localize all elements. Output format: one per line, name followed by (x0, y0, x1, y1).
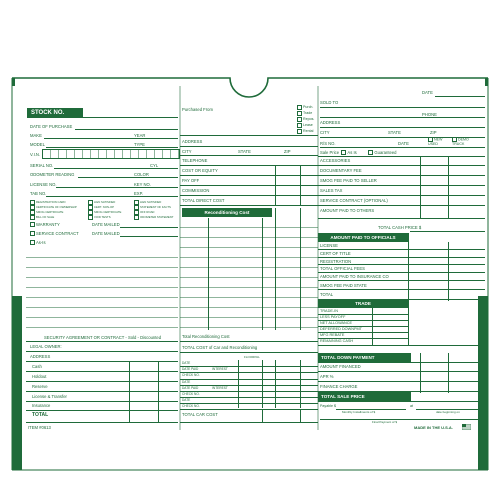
officials-cert-title: CERT OF TITLE (320, 251, 351, 256)
city-label: CITY (320, 130, 330, 135)
sale-amount-paid-others: AMOUNT PAID TO OTHERS (320, 208, 375, 213)
total-direct-cost-label: TOTAL DIRECT COST (182, 198, 225, 203)
rs-date-label: DATE (398, 141, 409, 146)
recon-cost-title: Reconditioning Cost (182, 208, 272, 217)
sale-documentary-fee: DOCUMENTARY FEE (320, 168, 362, 173)
purchased-zip-label: ZIP (284, 149, 291, 154)
purchased-from-label: Purchased From (182, 107, 213, 112)
license-no-label: LICENSE NO. (30, 182, 57, 187)
total-cost-car-recon-label: TOTAL COST of Car and Reconditioning (182, 345, 258, 350)
cyl-label: CYL (150, 163, 159, 168)
year-label: YEAR (134, 133, 146, 138)
finance-charge: FINANCE CHARGE (320, 384, 358, 389)
docs-col-1: REGISTRATION CARD CERTIFICATE OF OWNERSHIP SMOG CERTIFICATE BILL OF SALE (30, 200, 77, 220)
fin-check-2: CHECK NO. (182, 392, 200, 396)
interest-label-1: INTEREST (212, 367, 228, 371)
monthly-label: Monthly Installments of $ (342, 410, 376, 414)
security-row-holdout: Holdout (32, 374, 47, 379)
officials-total-fees: TOTAL OFFICIAL FEES (320, 266, 365, 271)
fin-date-1: DATE (182, 361, 191, 365)
total-cash-price-label: TOTAL CASH PRICE $ (378, 225, 422, 230)
fin-date-paid-1: DATE PAID (182, 367, 199, 371)
sold-to-label: SOLD TO (320, 100, 339, 105)
final-payment-label: Final Payment of $ (372, 420, 398, 424)
vin-label: V.I.N. (30, 152, 41, 157)
officials-insurance: AMOUNT PAID TO INSURANCE CO (320, 274, 389, 279)
date-of-purchase-label: DATE OF PURCHASE (30, 124, 73, 129)
rs-no-label: R/S NO. (320, 141, 336, 146)
officials-title: AMOUNT PAID TO OFFICIALS (318, 233, 408, 242)
as-is-checkbox[interactable]: As-Is (30, 240, 46, 245)
trade-remaining-cash: REMAINING CASH (320, 339, 354, 343)
officials-total: TOTAL (320, 292, 334, 297)
total-recon-label: Total Reconditioning Cost (182, 334, 230, 339)
serial-no-label: SERIAL NO. (30, 163, 54, 168)
legal-owner-label: LEGAL OWNER: (30, 344, 62, 349)
date-mailed-label-1: DATE MAILED (92, 222, 120, 227)
fin-date-paid-2: DATE PAID (182, 386, 199, 390)
state-label: STATE (388, 130, 401, 135)
phone-label: PHONE (422, 112, 437, 117)
item-number: ITEM #0613 (28, 425, 51, 430)
sale-accessories: ACCESSORIES (320, 158, 351, 163)
purchased-address-label: ADDRESS (182, 139, 203, 144)
pay-off-label: PAY OFF (182, 178, 200, 183)
fin-check-1: CHECK NO. (182, 373, 200, 377)
payable-label: Payable $ (320, 404, 336, 408)
security-total-label: TOTAL (32, 412, 49, 418)
sale-smog-fee: SMOG FEE PAID TO SELLER (320, 178, 377, 183)
cost-or-equity-label: COST OR EQUITY (182, 168, 218, 173)
sale-sales-tax: SALES TAX (320, 188, 343, 193)
sale-price-label: Sale Price As Is Guaranteed (320, 150, 397, 155)
telephone-label: TELEPHONE (182, 158, 208, 163)
payable-at-label: at (410, 404, 413, 408)
exp-label: EXP. (134, 191, 144, 196)
key-no-label: KEY NO. (134, 182, 151, 187)
security-address-label: ADDRESS (30, 354, 51, 359)
trade-net-allowance: NET ALLOWANCE (320, 321, 353, 325)
total-car-cost-label: TOTAL CAR COST (182, 412, 218, 417)
fin-check-3: CHECK NO. (182, 404, 200, 408)
date-beginning-label: date beginning on (436, 410, 460, 414)
security-row-cash: Cash (32, 364, 42, 369)
made-in-usa: MADE IN THE U.S.A. (414, 425, 453, 430)
purchased-city-label: CITY (182, 149, 192, 154)
odometer-label: ODOMETER READING (30, 172, 75, 177)
vin-boxes[interactable] (42, 149, 180, 159)
purchased-state-label: STATE (238, 149, 251, 154)
security-title: SECURITY AGREEMENT OR CONTRACT - Sold - Discounted (44, 335, 162, 340)
trade-title: TRADE (318, 300, 408, 308)
trade-deferred: DEFERRED DOWNPMT (320, 327, 362, 331)
fin-date-3: DATE (182, 398, 191, 402)
demo-truck-label: DEMO TRUCK (452, 137, 469, 146)
zip-label: ZIP (430, 130, 437, 135)
us-flag-icon (462, 424, 471, 430)
make-label: MAKE (30, 133, 42, 138)
tab-no-label: TAB NO. (30, 191, 47, 196)
floorpal-label: FLOORPAL (244, 355, 260, 359)
model-label: MODEL (30, 142, 45, 147)
color-label: COLOR (134, 172, 149, 177)
interest-label-2: INTEREST (212, 386, 228, 390)
stock-no-title: STOCK NO. (27, 108, 83, 118)
purchase-type-options[interactable]: Purch. Trade Repos. Lease Rental (297, 104, 314, 134)
amount-financed: AMOUNT FINANCED (320, 364, 361, 369)
fin-date-2: DATE (182, 380, 191, 384)
commission-label: COMMISSION (182, 188, 210, 193)
address-label: ADDRESS (320, 120, 341, 125)
officials-smog-state: SMOG FEE PAID STATE (320, 283, 367, 288)
left-ruled-area[interactable] (26, 248, 178, 333)
security-row-reserve: Reserve (32, 384, 48, 389)
recon-ruled-area[interactable] (180, 218, 318, 330)
type-label: TYPE (134, 142, 145, 147)
security-row-license: License & Transfer (32, 394, 67, 399)
date-label: DATE (422, 90, 433, 95)
total-down-payment-title: TOTAL DOWN PAYMENT (318, 353, 411, 362)
docs-col-2: LIEN SATISFIED CERT. NON-OP SMOG CERTIFICATE VOID TESTS (88, 200, 121, 220)
docs-col-3: LIEN SATISFIED STATEMENT OF FACTS OFF ROAD ODOMETER STATEMENT (134, 200, 173, 220)
apr: APR % (320, 374, 334, 379)
officials-registration: REGISTRATION (320, 259, 352, 264)
officials-license: LICENSE (320, 243, 338, 248)
trade-less-payoff: LESS PAYOFF (320, 315, 346, 319)
security-row-insurance: Insurance (32, 403, 51, 408)
total-sale-price-title: TOTAL SALE PRICE (318, 392, 411, 401)
warranty-checkbox[interactable]: WARRANTY (30, 222, 60, 227)
service-contract-checkbox[interactable]: SERVICE CONTRACT (30, 231, 79, 236)
sale-service-contract: SERVICE CONTRACT (OPTIONAL) (320, 198, 388, 203)
new-used-label: NEW USED (428, 137, 443, 146)
trade-mfg-rebate: MFG REBATE (320, 333, 345, 337)
trade-in: TRADE-IN (320, 309, 338, 313)
date-mailed-label-2: DATE MAILED (92, 231, 120, 236)
